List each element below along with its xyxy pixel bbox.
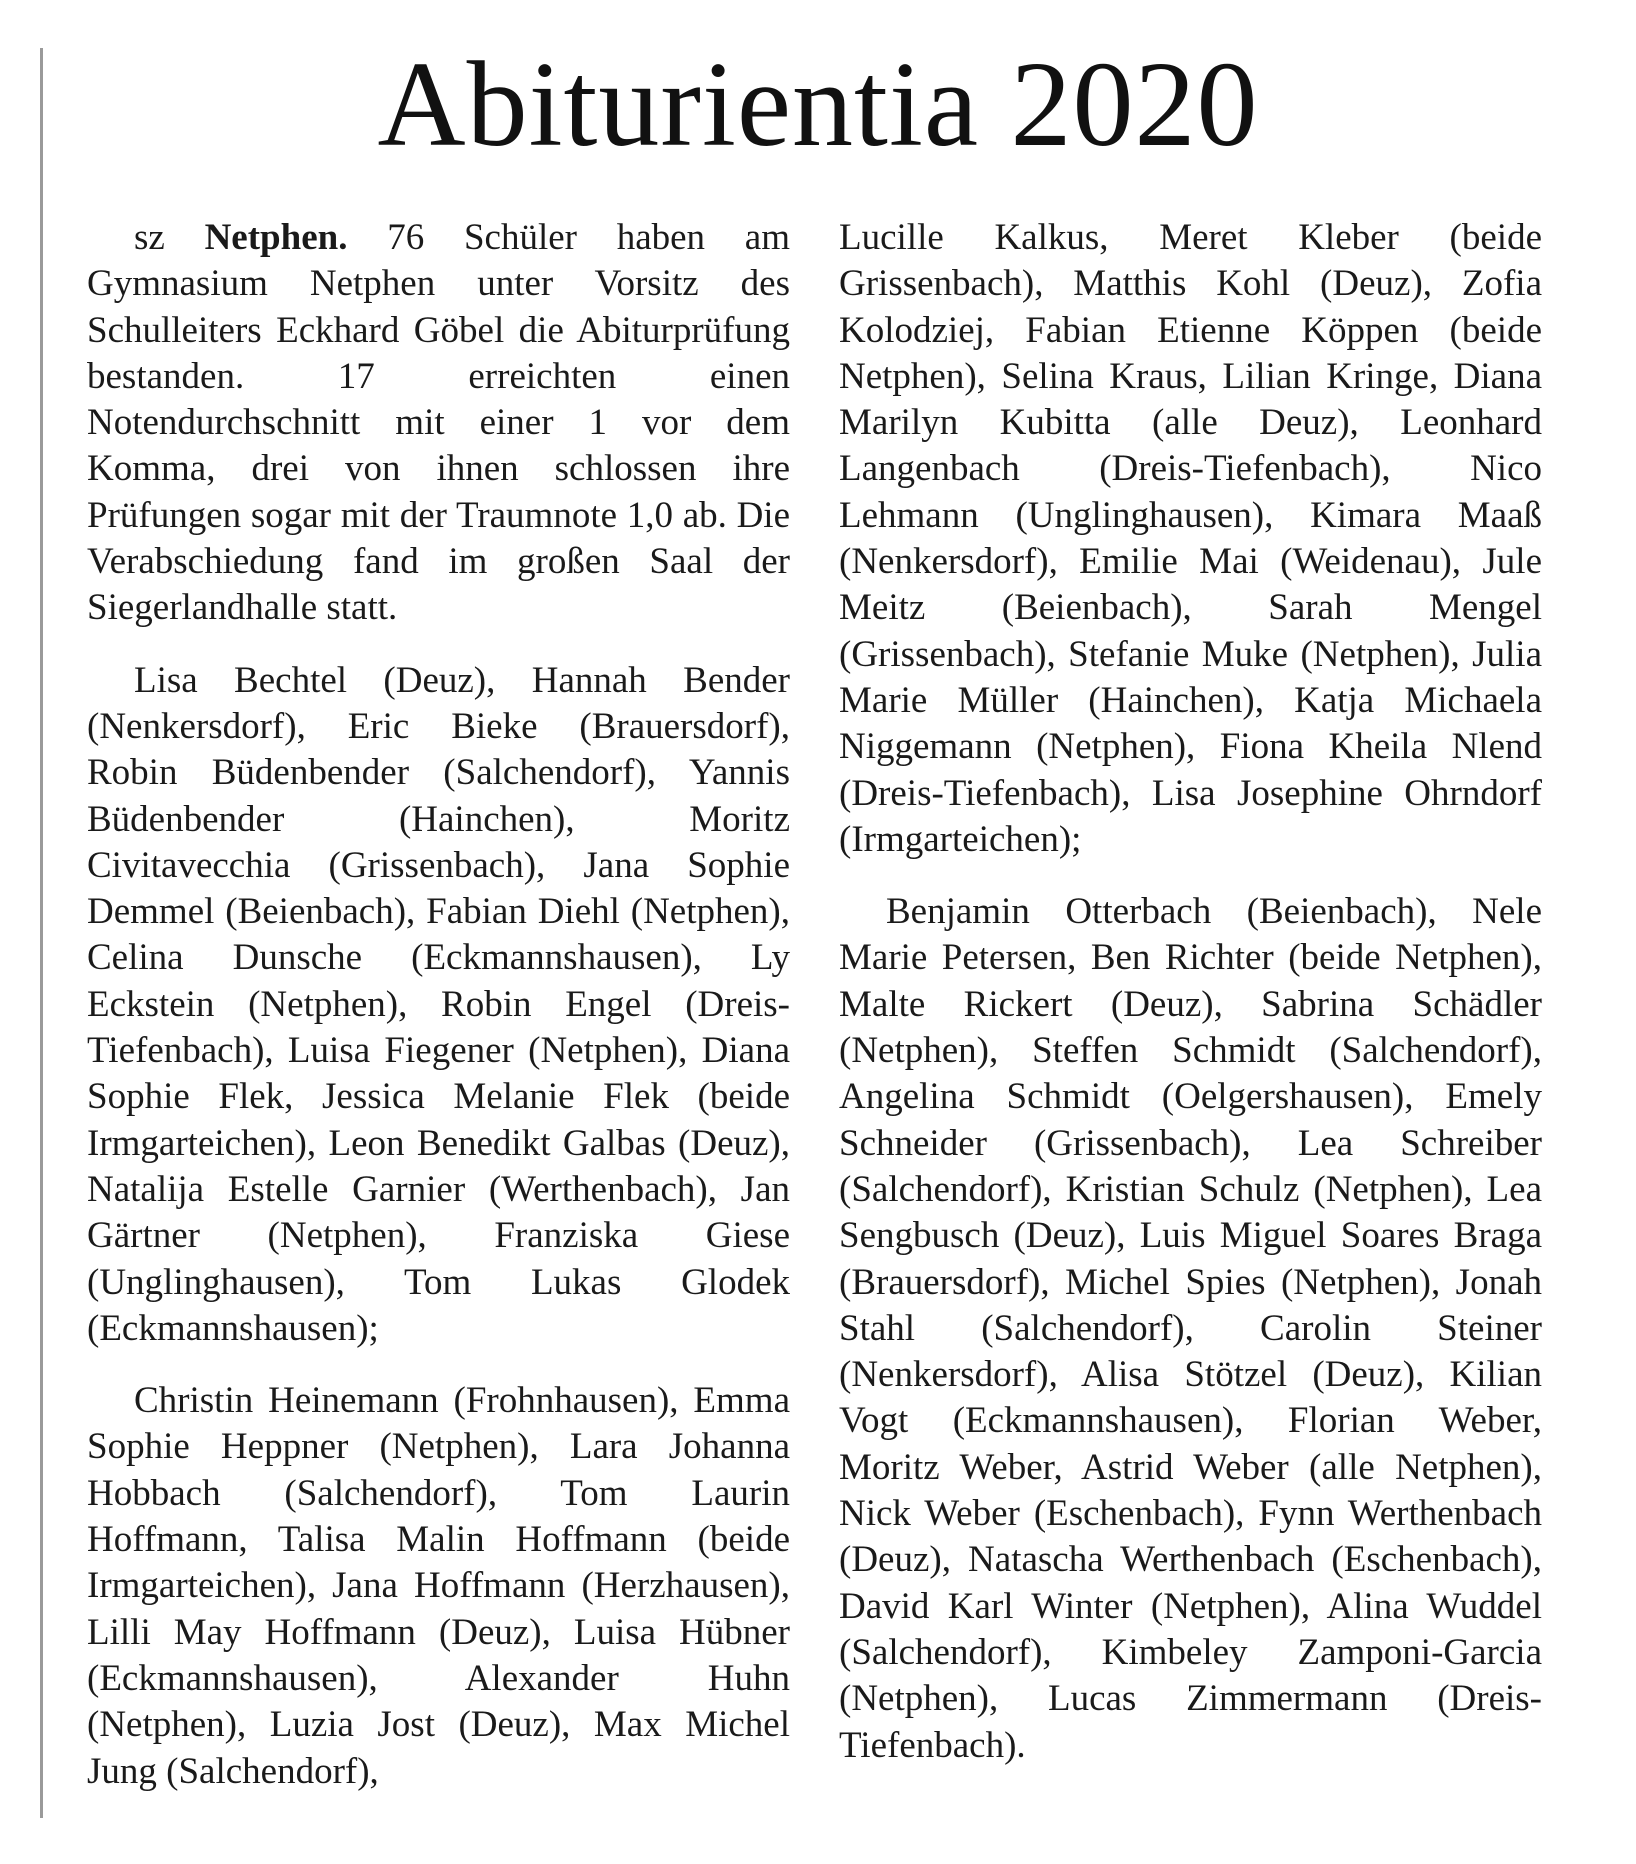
headline: Abiturientia 2020 xyxy=(377,37,1259,172)
names-paragraph-3: Benjamin Otterbach (Beienbach), Nele Marie Petersen, Ben Richter (beide Netphen), Malte Rickert (Deuz), Sabrina Schädler (Netphen), Steffen Schmidt (Salchendorf), Angelina Schmidt (Oelgershausen), Emely Schneider (Grissenbach), Lea Schreiber (Salchendorf), Kristian Schulz (Netphen), Lea Sengbusch (Deuz), Luis Miguel Soares Braga (Brauersdorf), Michel Spies (Netphen), Jonah Stahl (Salchendorf), Carolin Steiner (Nenkersdorf), Alisa Stötzel (Deuz), Kilian Vogt (Eckmannshausen), Florian Weber, Moritz Weber, Astrid Weber (alle Netphen), Nick Weber (Eschenbach), Fynn Werthenbach (Deuz), Natascha Werthenbach (Eschenbach), David Karl Winter (Netphen), Alina Wuddel (Salchendorf), Kimbeley Zamponi-Garcia (Netphen), Lucas Zimmermann (Dreis-Tiefenbach). xyxy=(839,891,1542,1766)
names-paragraph-2-start: Christin Heinemann (Frohnhausen), Emma Sophie Heppner (Netphen), Lara Johanna Hobbach (Salchendorf), Tom Laurin Hoffmann, Talisa Malin Hoffmann (beide Irmgarteichen), Jana Hoffmann (Herzhausen), Lilli May Hoffmann (Deuz), Luisa Hübner (Eckmannshausen), Alexander Huhn (Netphen), Luzia Jost (Deuz), Max Michel Jung (Salchendorf), xyxy=(87,1380,790,1792)
names-paragraph-1: Lisa Bechtel (Deuz), Hannah Bender (Nenkersdorf), Eric Bieke (Brauersdorf), Robin Büdenbender (Salchendorf), Yannis Büdenbender (Hainchen), Moritz Civitavecchia (Grissenbach), Jana Sophie Demmel (Beienbach), Fabian Diehl (Netphen), Celina Dunsche (Eckmannshausen), Ly Eckstein (Netphen), Robin Engel (Dreis-Tiefenbach), Luisa Fiegener (Netphen), Diana Sophie Flek, Jessica Melanie Flek (beide Irmgarteichen), Leon Benedikt Galbas (Deuz), Natalija Estelle Garnier (Werthenbach), Jan Gärtner (Netphen), Franziska Giese (Unglinghausen), Tom Lukas Glodek (Eckmannshausen); xyxy=(87,659,790,1349)
names-paragraph-2-continued: Lucille Kalkus, Meret Kleber (beide Grissenbach), Matthis Kohl (Deuz), Zofia Kolodziej, Fabian Etienne Köppen (beide Netphen), Selina Kraus, Lilian Kringe, Diana Marilyn Kubitta (alle Deuz), Leonhard Langenbach (Dreis-Tiefenbach), Nico Lehmann (Unglinghausen), Kimara Maaß (Nenkersdorf), Emilie Mai (Weidenau), Jule Meitz (Beienbach), Sarah Mengel (Grissenbach), Stefanie Muke (Netphen), Julia Marie Müller (Hainchen), Katja Michaela Niggemann (Netphen), Fiona Kheila Nlend (Dreis-Tiefenbach), Lisa Josephine Ohrndorf (Irmgarteichen); xyxy=(839,217,1542,860)
article-column-left xyxy=(87,215,790,1795)
dateline: Netphen. xyxy=(204,217,348,258)
column-rule xyxy=(40,48,43,1818)
article-column-right xyxy=(839,215,1542,1769)
intro-text: 76 Schüler haben am Gymnasium Netphen unter Vorsitz des Schulleiters Eckhard Göbel die Abiturprüfung bestanden. 17 erreichten einen Notendurchschnitt mit einer 1 vor dem Komma, drei von ihnen schlossen ihre Prüfungen sogar mit der Traumnote 1,0 ab. Die Verabschiedung fand im großen Saal der Siegerlandhalle statt. xyxy=(87,217,791,629)
source-tag: sz xyxy=(134,217,165,258)
intro-paragraph xyxy=(87,215,790,632)
